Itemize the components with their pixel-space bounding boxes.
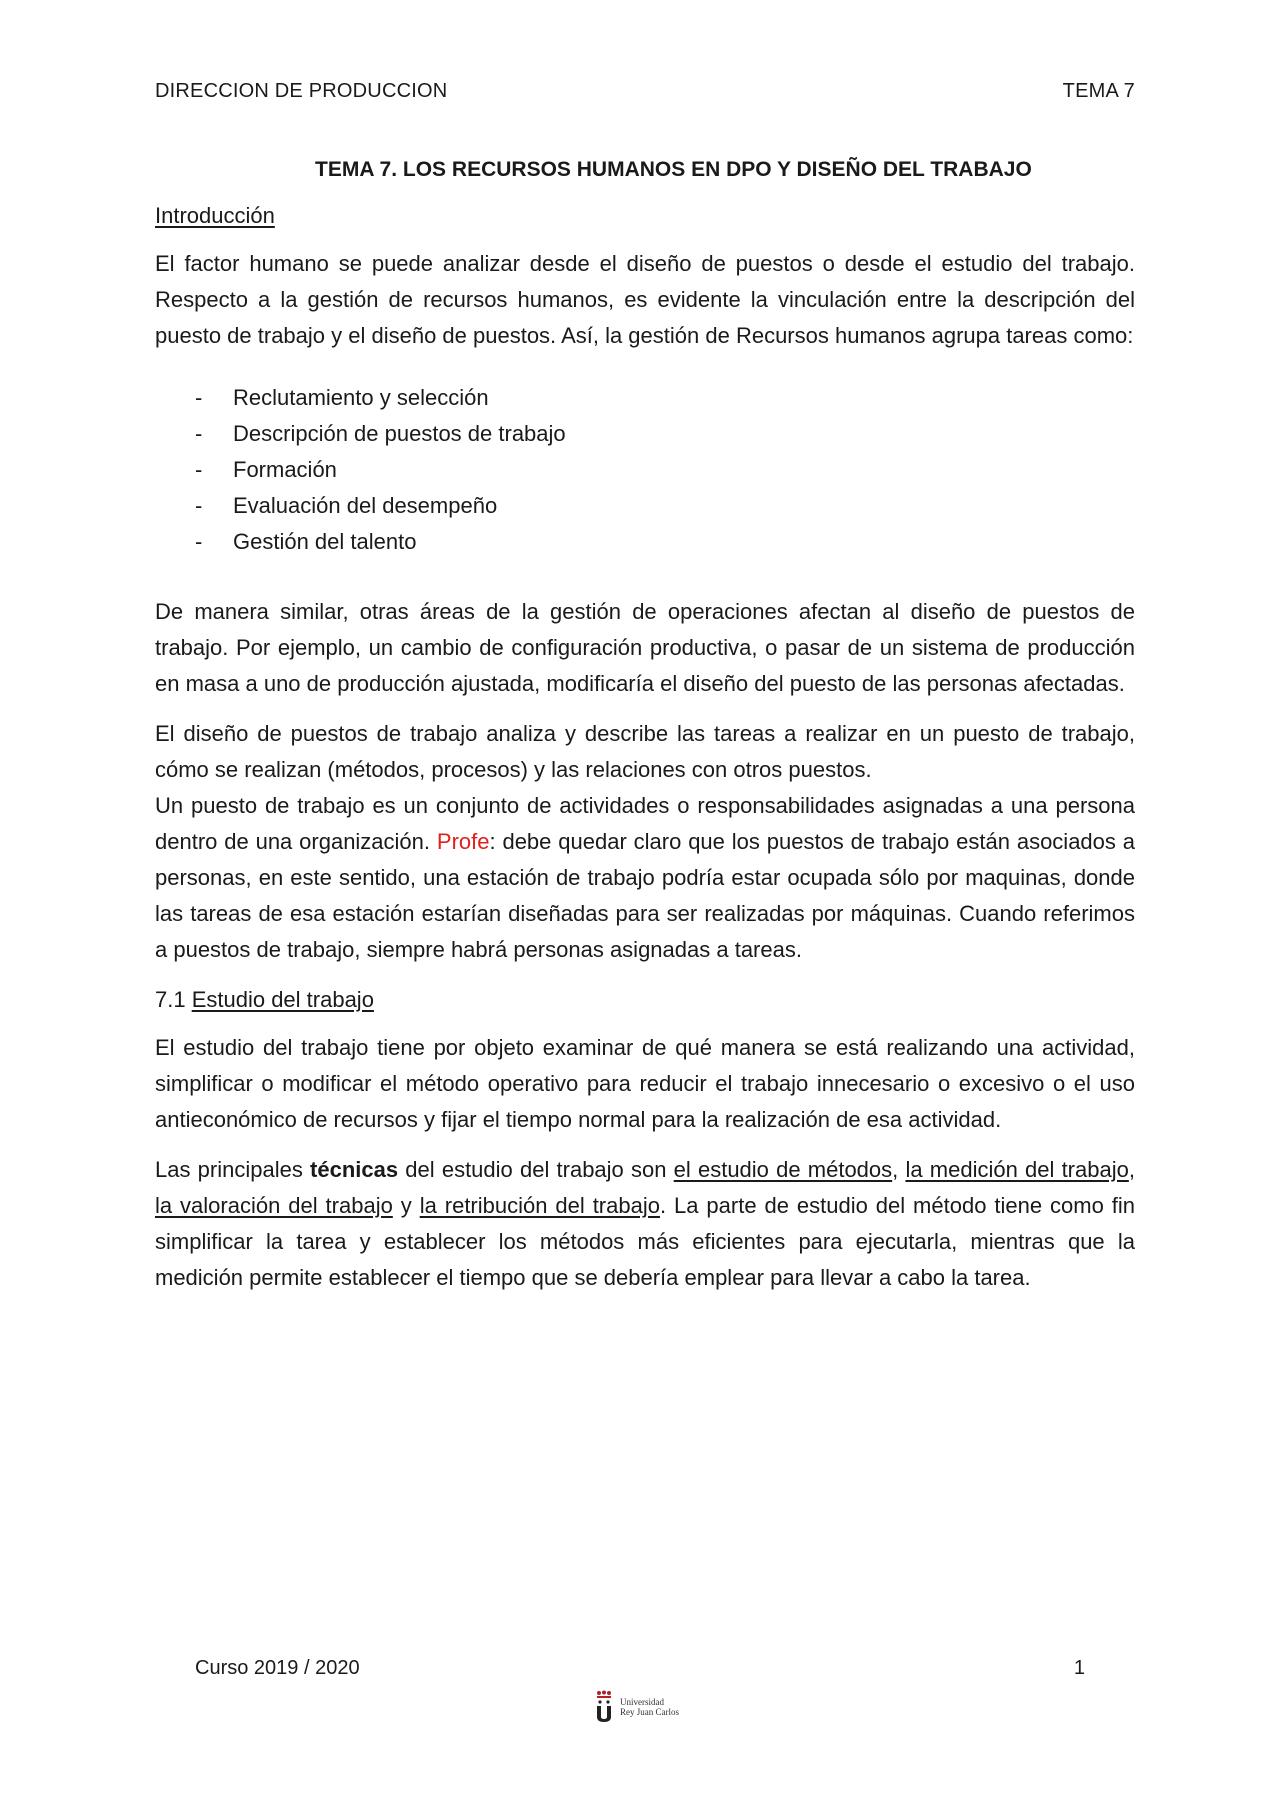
page-number: 1 <box>1073 1657 1085 1679</box>
list-item: - Evaluación del desempeño <box>195 493 498 518</box>
paragraph-2: De manera similar, otras áreas de la gestión de operaciones afectan al diseño de puestos de trabajo. Por ejemplo, un cambio de configuración productiva, o pasar de un sistema de producción en masa a uno de producción ajustada, modificaría el diseño del puesto de las personas afectadas. <box>155 599 1135 696</box>
page-header <box>155 80 1135 103</box>
university-crest-icon <box>594 1690 614 1724</box>
paragraph-4: Un puesto de trabajo es un conjunto de actividades o responsabilidades asignadas a una persona dentro de una organización. Profe: debe quedar claro que los puestos de trabajo están asociados a personas, en este sentido, una estación de trabajo podría estar ocupada sólo por maquinas, donde las tareas de esa estación estarían diseñadas para ser realizadas por máquinas. Cuando referimos a puestos de trabajo, siempre habrá personas asignadas a tareas. <box>155 793 1135 962</box>
intro-heading <box>155 198 1135 234</box>
list-item: - Formación <box>195 457 337 482</box>
paragraph-6: Las principales técnicas del estudio del trabajo son el estudio de métodos, la medición del trabajo, la valoración del trabajo y la retribución del trabajo. La parte de estudio del método tiene como fin simplificar la tarea y establecer los métodos más eficientes para ejecutarla, mientras que la medición permite establecer el tiempo que se debería emplear para llevar a cabo la tarea. <box>155 1157 1135 1290</box>
footer-course-year: Curso 2019 / 2020 <box>195 1657 360 1679</box>
header-course: DIRECCION DE PRODUCCION <box>155 80 448 102</box>
header-topic: TEMA 7 <box>1062 80 1135 102</box>
list-item: - Reclutamiento y selección <box>195 385 489 410</box>
university-logo <box>594 1690 679 1724</box>
hr-tasks-list <box>155 380 1135 560</box>
profe-note-label: Profe <box>436 829 490 854</box>
paragraph-3: El diseño de puestos de trabajo analiza y describe las tareas a realizar en un puesto de trabajo, cómo se realizan (métodos, procesos) y las relaciones con otros puestos. <box>155 721 1135 782</box>
page-body <box>155 152 1135 1310</box>
university-name: Universidad Rey Juan Carlos <box>620 1697 679 1717</box>
page-footer <box>195 1657 1085 1680</box>
list-item: - Gestión del talento <box>195 529 417 554</box>
list-item: - Descripción de puestos de trabajo <box>195 421 566 446</box>
intro-heading-text: Introducción <box>155 203 275 228</box>
paragraph-1: El factor humano se puede analizar desde el diseño de puestos o desde el estudio del trabajo. Respecto a la gestión de recursos humanos, es evidente la vinculación entre la descripción del puesto de trabajo y el diseño de puestos. Así, la gestión de Recursos humanos agrupa tareas como: <box>155 251 1135 348</box>
page-title: TEMA 7. LOS RECURSOS HUMANOS EN DPO Y DISEÑO DEL TRABAJO <box>315 158 1032 181</box>
section-7-1-heading: 7.1 Estudio del trabajo <box>155 987 374 1012</box>
paragraph-5: El estudio del trabajo tiene por objeto examinar de qué manera se está realizando una actividad, simplificar o modificar el método operativo para reducir el trabajo innecesario o excesivo o el uso antieconómico de recursos y fijar el tiempo normal para la realización de esa actividad. <box>155 1035 1135 1132</box>
